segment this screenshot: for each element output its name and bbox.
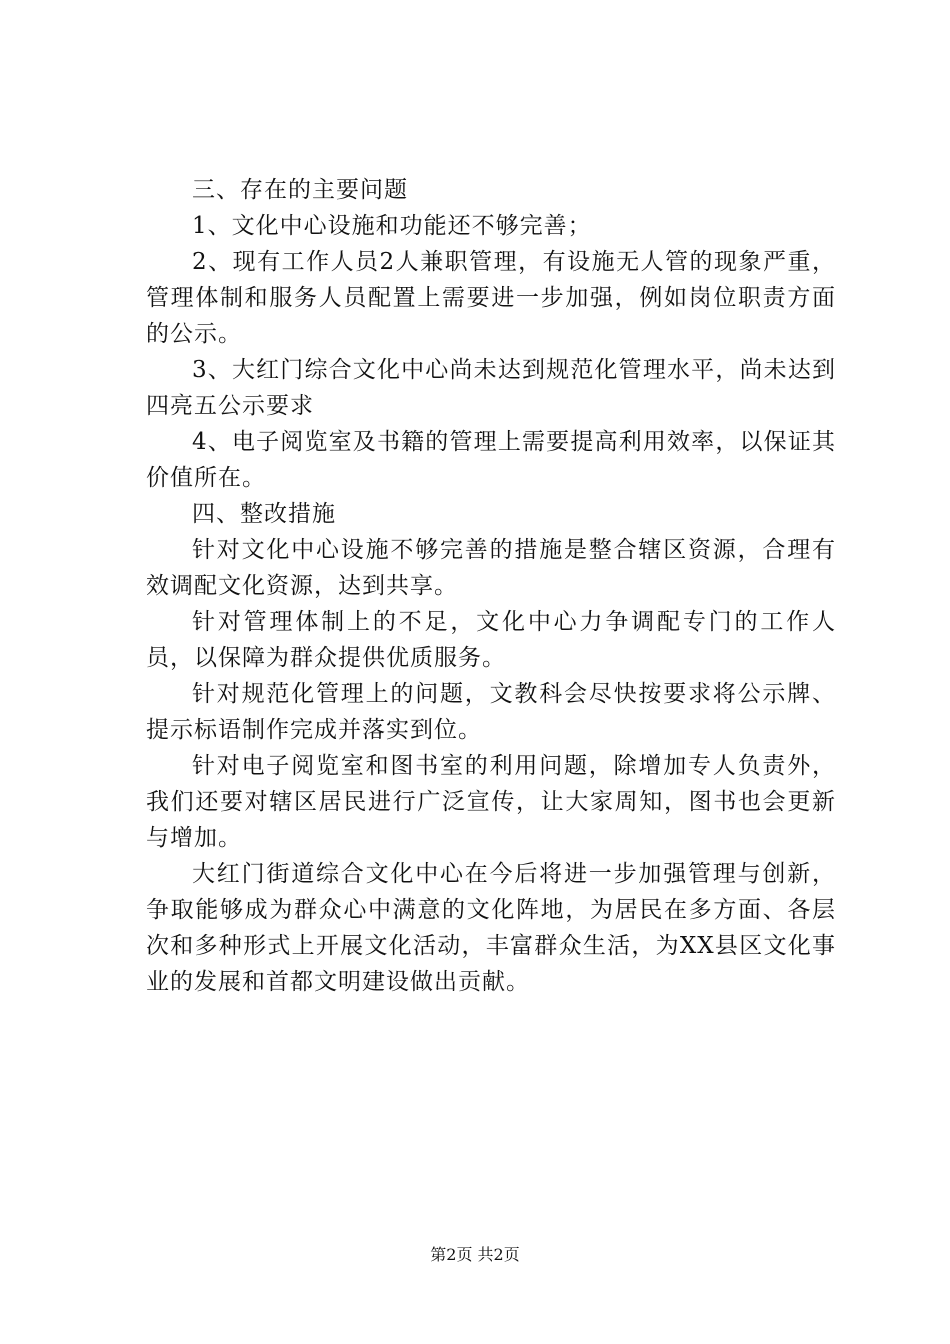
problem-item-4: 4、电子阅览室及书籍的管理上需要提高利用效率，以保证其价值所在。	[146, 429, 836, 491]
section-heading-measures: 四、整改措施	[192, 501, 336, 527]
problem-item-2: 2、现有工作人员2人兼职管理，有设施无人管的现象严重，管理体制和服务人员配置上需要进一步加强，例如岗位职责方面的公示。	[146, 249, 836, 347]
measure-paragraph-4: 针对电子阅览室和图书室的利用问题，除增加专人负责外，我们还要对辖区居民进行广泛宣传，让大家周知，图书也会更新与增加。	[146, 753, 836, 851]
closing-paragraph: 大红门街道综合文化中心在今后将进一步加强管理与创新，争取能够成为群众心中满意的文化阵地，为居民在多方面、各层次和多种形式上开展文化活动，丰富群众生活，为XX县区文化事业的发展和首都文明建设做出贡献。	[146, 861, 836, 995]
page-number-footer: 第2页 共2页	[430, 1245, 520, 1264]
measure-paragraph-1: 针对文化中心设施不够完善的措施是整合辖区资源，合理有效调配文化资源，达到共享。	[146, 537, 836, 599]
document-body	[146, 172, 836, 1000]
measure-paragraph-2: 针对管理体制上的不足，文化中心力争调配专门的工作人员，以保障为群众提供优质服务。	[146, 609, 836, 671]
problem-item-3: 3、大红门综合文化中心尚未达到规范化管理水平，尚未达到四亮五公示要求	[146, 357, 836, 419]
section-heading-problems: 三、存在的主要问题	[192, 177, 408, 203]
measure-paragraph-3: 针对规范化管理上的问题，文教科会尽快按要求将公示牌、提示标语制作完成并落实到位。	[146, 681, 836, 743]
problem-item-1: 1、文化中心设施和功能还不够完善；	[192, 213, 592, 239]
